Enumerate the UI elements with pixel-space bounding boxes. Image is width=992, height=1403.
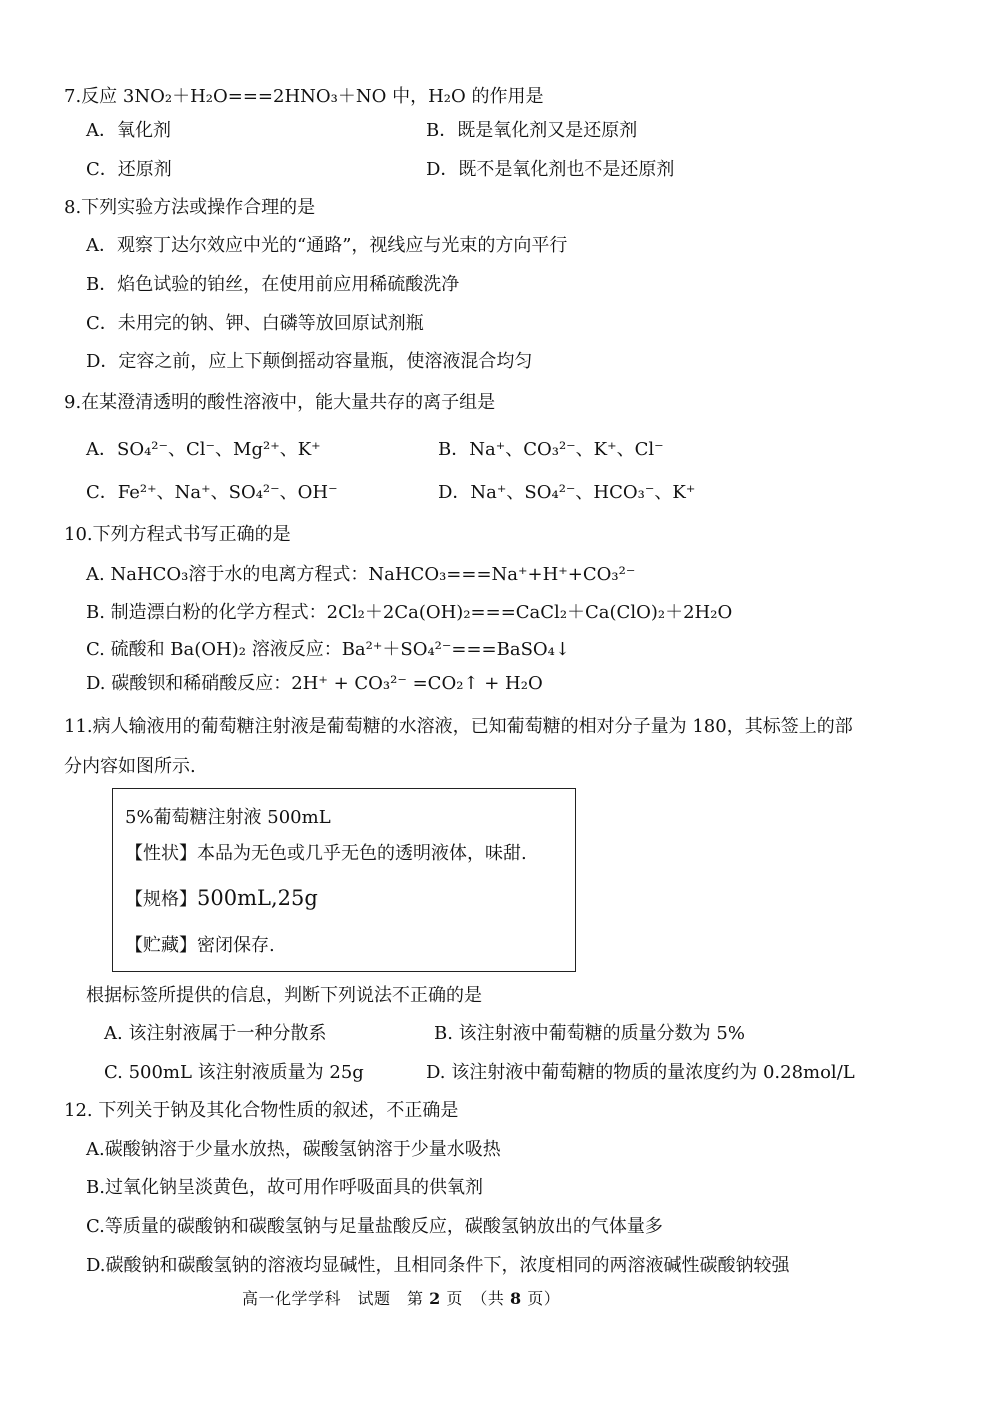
q12-option-c: C.等质量的碳酸钠和碳酸氢钠与足量盐酸反应，碳酸氢钠放出的气体量多 [86,1216,663,1237]
q11-stem-line2: 分内容如图所示. [64,756,196,777]
q11-question: 根据标签所提供的信息，判断下列说法不正确的是 [86,985,482,1006]
q9-option-c: C．Fe²⁺、Na⁺、SO₄²⁻、OH⁻ [86,482,338,503]
q9-option-d: D．Na⁺、SO₄²⁻、HCO₃⁻、K⁺ [438,482,696,503]
q8-option-a: A．观察丁达尔效应中光的“通路”，视线应与光束的方向平行 [86,235,568,256]
q11-option-b: B. 该注射液中葡萄糖的质量分数为 5% [434,1023,745,1044]
label-spec-key: 【规格】 [125,889,197,910]
footer-subject: 高一化学学科 试题 第 [242,1289,424,1308]
q12-option-d: D.碳酸钠和碳酸氢钠的溶液均显碱性，且相同条件下，浓度相同的两溶液碱性碳酸钠较强 [86,1255,790,1276]
q7-stem: 7.反应 3NO₂＋H₂O===2HNO₃＋NO 中，H₂O 的作用是 [64,86,544,107]
q7-option-b: B．既是氧化剂又是还原剂 [426,120,638,141]
label-title: 5%葡萄糖注射液 500mL [125,807,331,828]
q7-option-c: C．还原剂 [86,159,172,180]
q9-stem: 9.在某澄清透明的酸性溶液中，能大量共存的离子组是 [64,392,496,413]
q9-option-a: A．SO₄²⁻、Cl⁻、Mg²⁺、K⁺ [86,439,321,460]
footer-total-pages: 8 [509,1289,522,1308]
label-spec [125,885,318,913]
q8-option-d: D．定容之前，应上下颠倒摇动容量瓶，使溶液混合均匀 [86,351,533,372]
label-storage: 【贮藏】密闭保存. [125,935,275,956]
q11-option-d: D. 该注射液中葡萄糖的物质的量浓度约为 0.28mol/L [426,1062,855,1083]
q9-option-b: B．Na⁺、CO₃²⁻、K⁺、Cl⁻ [438,439,664,460]
q12-option-b: B.过氧化钠呈淡黄色，故可用作呼吸面具的供氧剂 [86,1177,483,1198]
q8-option-b: B．焰色试验的铂丝，在使用前应用稀硫酸洗净 [86,274,460,295]
label-spec-value: 500mL,25g [197,886,318,910]
q12-option-a: A.碳酸钠溶于少量水放热，碳酸氢钠溶于少量水吸热 [86,1139,501,1160]
q8-stem: 8.下列实验方法或操作合理的是 [64,197,316,218]
q10-option-a: A. NaHCO₃溶于水的电离方程式：NaHCO₃===Na⁺+H⁺+CO₃²⁻ [86,564,636,585]
q10-option-d: D. 碳酸钡和稀硝酸反应：2H⁺ + CO₃²⁻ =CO₂↑ + H₂O [86,673,543,694]
q11-option-a: A. 该注射液属于一种分散系 [104,1023,327,1044]
q8-option-c: C．未用完的钠、钾、白磷等放回原试剂瓶 [86,313,424,334]
q10-stem: 10.下列方程式书写正确的是 [64,524,291,545]
q11-option-c: C. 500mL 该注射液质量为 25g [104,1062,364,1083]
q11-stem-line1: 11.病人输液用的葡萄糖注射液是葡萄糖的水溶液，已知葡萄糖的相对分子量为 180，其标签上的部 [64,716,853,737]
q12-stem: 12. 下列关于钠及其化合物性质的叙述，不正确是 [64,1100,459,1121]
q7-option-a: A．氧化剂 [86,120,171,141]
footer-mid: 页 （共 [446,1289,505,1308]
label-property: 【性状】本品为无色或几乎无色的透明液体，味甜. [125,843,527,864]
q10-option-b: B. 制造漂白粉的化学方程式：2Cl₂＋2Ca(OH)₂===CaCl₂＋Ca(ClO)₂＋2H₂O [86,602,733,623]
glucose-label-box [112,788,576,972]
q10-option-c: C. 硫酸和 Ba(OH)₂ 溶液反应：Ba²⁺＋SO₄²⁻===BaSO₄↓ [86,639,570,660]
page-footer [242,1286,560,1309]
footer-page-number: 2 [429,1289,441,1308]
q7-option-d: D．既不是氧化剂也不是还原剂 [426,159,675,180]
footer-end: 页） [527,1289,561,1308]
